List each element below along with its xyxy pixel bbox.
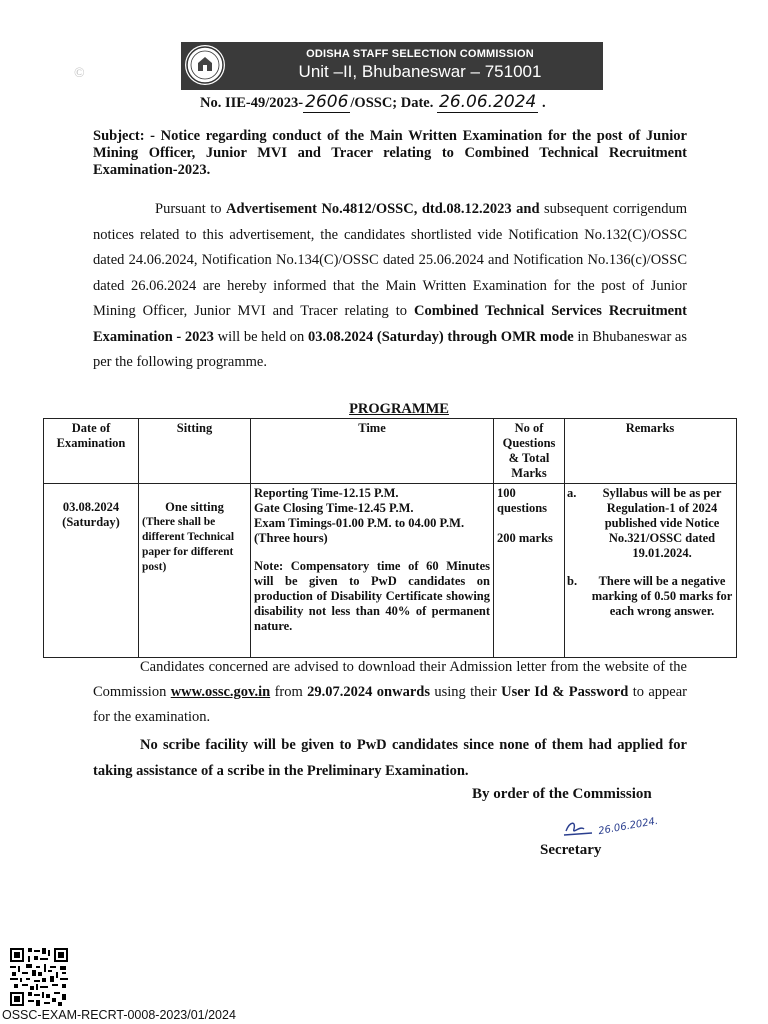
commission-website-link[interactable]: www.ossc.gov.in (170, 684, 271, 700)
handwritten-ref-number: 2606 (305, 92, 349, 112)
exam-timings: Exam Timings-01.00 P.M. to 04.00 P.M. (Three hours) (254, 516, 465, 545)
footer-document-code: OSSC-EXAM-RECRT-0008-2023/01/2024 (2, 1008, 236, 1022)
para1-text-1: Pursuant to (155, 201, 226, 217)
ref-end: . (541, 95, 546, 111)
header-remarks: Remarks (565, 419, 737, 484)
header-date: Date of Examination (44, 419, 139, 484)
header-time: Time (251, 419, 494, 484)
letterhead-banner (181, 42, 603, 90)
sitting-note: (There shall be different Technical paper for different post) (142, 516, 235, 573)
para1-text-3: will be held on (213, 328, 308, 345)
signature-date: 26.06.2024. (597, 815, 659, 838)
para2-text-4: to appear for the examination. (93, 684, 688, 725)
odisha-emblem-icon (185, 45, 225, 85)
para1-text-2: subsequent corrigendum notices related to this advertisement, the candidates shortlisted vide Notification No.132(C)/OSSC dated 24.06.2024, Notification No.134(C)/OSSC dated 25.06.2024 and Notification No.136(c)/OSSC dated 26.06.2024 are hereby informed that the Main Written Examination for the post of Junior Mining Officer, Junior MVI and Tracer relating to (93, 201, 687, 319)
table-row (44, 484, 737, 658)
cell-questions (494, 484, 565, 658)
header-questions: No of Questions & Total Marks (494, 419, 565, 484)
exam-name: Combined Technical Services Recruitment Examination - 2023 (93, 303, 687, 345)
download-date: 29.07.2024 onwards (307, 684, 430, 700)
reporting-time: Reporting Time-12.15 P.M. (254, 486, 399, 500)
ref-prefix: No. IIE-49/2023- (200, 95, 304, 111)
sitting-value: One sitting (165, 500, 224, 514)
credentials-label: User Id & Password (501, 684, 629, 700)
margin-mark: © (74, 66, 85, 81)
questions-count: 100 questions (497, 486, 548, 515)
exam-date-mode: 03.08.2024 (Saturday) through OMR mode (307, 328, 574, 345)
cell-date (44, 484, 139, 658)
commission-name: ODISHA STAFF SELECTION COMMISSION (306, 48, 534, 60)
reference-line (200, 92, 546, 112)
remark-a-text: Syllabus will be as per Regulation-1 of 2024 published vide Notice No.321/OSSC dated 19.01.2024. (602, 486, 722, 560)
admission-letter-paragraph (93, 655, 687, 730)
order-line: By order of the Commission (472, 786, 652, 802)
header-sitting: Sitting (139, 419, 251, 484)
secretary-title: Secretary (540, 842, 602, 858)
para2-text-2: from (270, 684, 308, 700)
qr-code-icon (10, 948, 68, 1006)
gate-closing-time: Gate Closing Time-12.45 P.M. (254, 501, 414, 515)
para2-text-3: using their (429, 684, 502, 700)
table-header-row (44, 419, 737, 484)
ref-suffix: /OSSC; Date. (350, 95, 434, 111)
remark-b-text: There will be a negative marking of 0.50 marks for each wrong answer. (591, 574, 733, 618)
compensatory-time-note: Note: Compensatory time of 60 Minutes will be given to PwD candidates on production of Disability Certificate showing disability not less than 40% of permanent nature. (254, 559, 490, 633)
para2-text-1: Candidates concerned are advised to download their Admission letter from the website of the Commission (93, 659, 687, 700)
cell-time (251, 484, 494, 658)
remark-b-letter: b. (567, 574, 578, 588)
cell-remarks (565, 484, 737, 658)
exam-day: (Saturday) (62, 515, 120, 529)
para1-text-4: in Bhubaneswar as per the following programme. (93, 328, 688, 370)
advertisement-ref: Advertisement No.4812/OSSC, dtd.08.12.2023 and (225, 201, 540, 217)
programme-heading: PROGRAMME (349, 401, 449, 417)
remark-b (567, 574, 733, 619)
programme-table (43, 418, 737, 658)
remark-a (567, 486, 733, 561)
subject-line: Subject: - Notice regarding conduct of the Main Written Examination for the post of Junior Mining Officer, Junior MVI and Tracer relating to Combined Technical Recruitment Examination-2023. (93, 128, 687, 178)
intro-paragraph (93, 197, 687, 376)
cell-sitting (139, 484, 251, 658)
scribe-notice-paragraph: No scribe facility will be given to PwD candidates since none of them had applied for taking assistance of a scribe in the Preliminary Examination. (93, 737, 687, 779)
remark-a-letter: a. (567, 486, 577, 500)
exam-date: 03.08.2024 (62, 500, 120, 514)
unit-address: Unit –II, Bhubaneswar – 751001 (298, 62, 542, 81)
handwritten-date: 26.06.2024 (439, 92, 537, 112)
total-marks: 200 marks (497, 531, 553, 545)
